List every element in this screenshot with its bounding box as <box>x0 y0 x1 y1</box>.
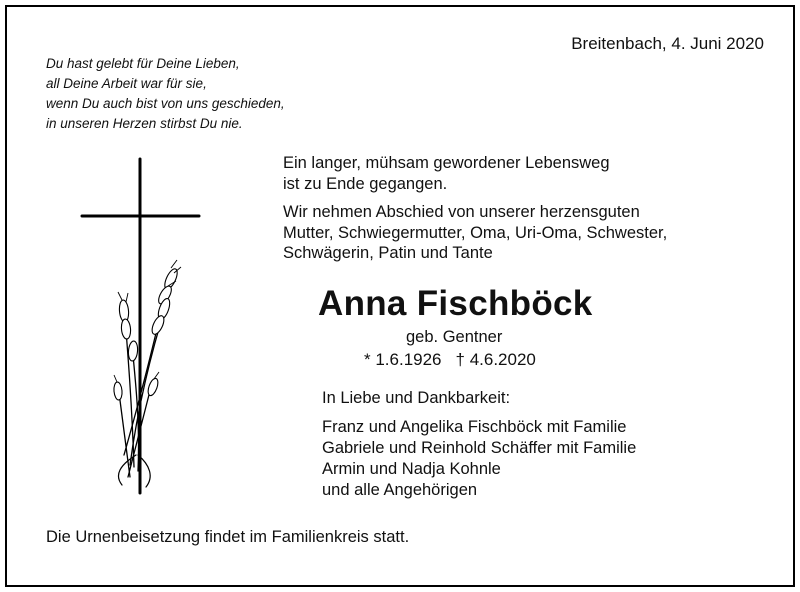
poem-line: Du hast gelebt für Deine Lieben, <box>46 56 240 71</box>
intro-line: Wir nehmen Abschied von unserer herzensguten <box>283 203 640 221</box>
intro-paragraph <box>283 153 667 194</box>
mourner-line: Armin und Nadja Kohnle <box>322 460 501 478</box>
deceased-name: Anna Fischböck <box>318 284 593 323</box>
intro-line: ist zu Ende gegangen. <box>283 174 448 193</box>
intro-line: Mutter, Schwiegermutter, Oma, Uri-Oma, Schwester, <box>283 223 668 242</box>
intro-line: Ein langer, mühsam gewordener Lebensweg <box>283 154 610 172</box>
poem-line: wenn Du auch bist von uns geschieden, <box>46 96 285 111</box>
intro-paragraph <box>283 202 667 264</box>
place-date: Breitenbach, 4. Juni 2020 <box>571 34 764 53</box>
death-date: † 4.6.2020 <box>455 350 536 369</box>
mourner-line: Franz und Angelika Fischböck mit Familie <box>322 418 627 436</box>
poem-line: in unseren Herzen stirbst Du nie. <box>46 116 243 131</box>
mourners <box>322 388 636 501</box>
intro-line: Schwägerin, Patin und Tante <box>283 244 493 262</box>
mourners-heading: In Liebe und Dankbarkeit: <box>322 389 511 407</box>
poem-line: all Deine Arbeit war für sie, <box>46 76 207 91</box>
mourner-line: und alle Angehörigen <box>322 481 478 499</box>
funeral-note: Die Urnenbeisetzung findet im Familienkreis statt. <box>46 528 410 546</box>
mourner-line: Gabriele und Reinhold Schäffer mit Familie <box>322 439 637 457</box>
birth-name: geb. Gentner <box>406 328 503 346</box>
cross-with-wheat-icon <box>78 155 204 497</box>
intro-text <box>283 153 667 272</box>
poem <box>46 54 285 134</box>
birth-date: * 1.6.1926 <box>364 350 442 369</box>
life-dates <box>364 350 550 370</box>
